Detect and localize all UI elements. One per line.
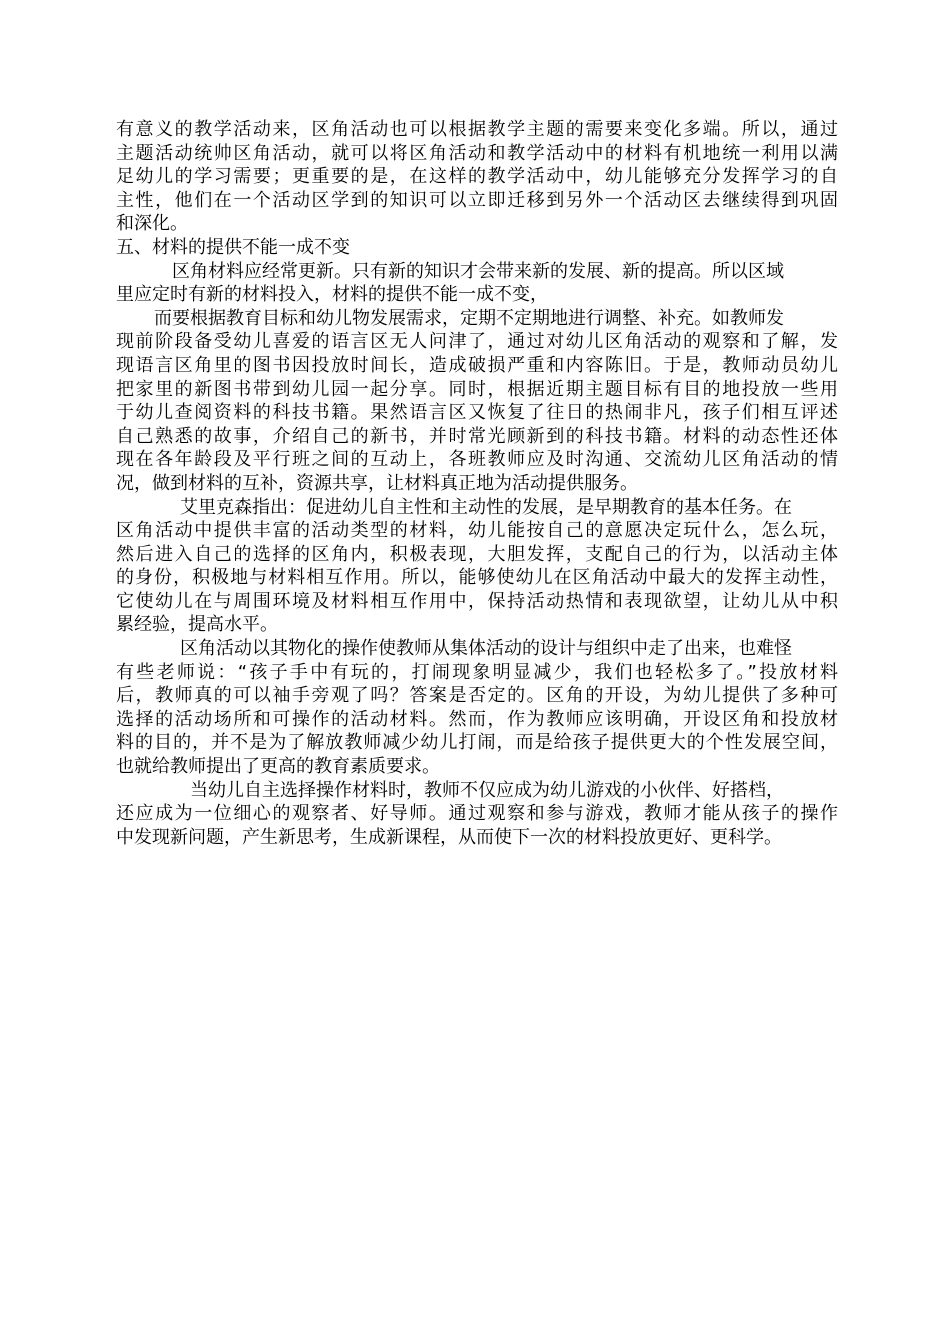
text-line: 自己熟悉的故事，介绍自己的新书，并时常光顾新到的科技书籍。材料的动态性还体 [116,425,838,447]
text-line: 当幼儿自主选择操作材料时，教师不仅应成为幼儿游戏的小伙伴、好搭档， [190,779,784,801]
text-line: 的身份，积极地与材料相互作用。所以，能够使幼儿在区角活动中最大的发挥主动性， [116,567,838,589]
text-line: 而要根据教育目标和幼儿物发展需求，定期不定期地进行调整、补充。如教师发 [154,307,784,329]
paragraph [116,307,838,496]
text-line: 现在各年龄段及平行班之间的互动上，各班教师应及时沟通、交流幼儿区角活动的情 [116,449,838,471]
text-line: 选择的活动场所和可操作的活动材料。然而，作为教师应该明确，开设区角和投放材 [116,708,838,730]
document-body [116,118,838,849]
text-line: 和深化。 [116,213,188,235]
text-line: 里应定时有新的材料投入，材料的提供不能一成不变， [116,284,548,306]
text-line: 它使幼儿在与周围环境及材料相互作用中，保持活动热情和表现欲望，让幼儿从中积 [116,590,838,612]
text-line: 也就给教师提出了更高的教育素质要求。 [116,756,440,778]
text-line: 累经验，提高水平。 [116,614,278,636]
paragraph-continuation [116,118,838,236]
text-line: 况，做到材料的互补，资源共享，让材料真正地为活动提供服务。 [116,472,638,494]
text-line: 料的目的，并不是为了解放教师减少幼儿打闹，而是给孩子提供更大的个性发展空间， [116,732,838,754]
text-line: 于幼儿查阅资料的科技书籍。果然语言区又恢复了往日的热闹非凡，孩子们相互评述 [116,402,838,424]
text-line: 主性，他们在一个活动区学到的知识可以立即迁移到另外一个活动区去继续得到巩固 [116,189,838,211]
paragraph [116,496,838,638]
text-line: 中发现新问题，产生新思考，生成新课程，从而使下一次的材料投放更好、更科学。 [116,826,782,848]
text-line: 区角活动以其物化的操作使教师从集体活动的设计与组织中走了出来，也难怪 [180,638,792,660]
paragraph [116,779,838,850]
text-line: 把家里的新图书带到幼儿园一起分享。同时，根据近期主题目标有目的地投放一些用 [116,378,838,400]
text-line: 有意义的教学活动来，区角活动也可以根据教学主题的需要来变化多端。所以，通过 [116,119,838,140]
paragraph [116,637,838,779]
text-line: 现前阶段备受幼儿喜爱的语言区无人问津了，通过对幼儿区角活动的观察和了解，发 [116,331,838,353]
section-heading: 五、材料的提供不能一成不变 [116,236,350,258]
text-line: 足幼儿的学习需要；更重要的是，在这样的教学活动中，幼儿能够充分发挥学习的自 [116,166,838,188]
text-line: 还应成为一位细心的观察者、好导师。通过观察和参与游戏，教师才能从孩子的操作 [116,803,838,825]
text-line: 区角活动中提供丰富的活动类型的材料，幼儿能按自己的意愿决定玩什么，怎么玩， [116,520,838,542]
text-line: 艾里克森指出：促进幼儿自主性和主动性的发展，是早期教育的基本任务。在 [180,496,792,518]
text-line: 现语言区角里的图书因投放时间长，造成破损严重和内容陈旧。于是，教师动员幼儿 [116,354,838,376]
paragraph [116,260,838,307]
text-line: 然后进入自己的选择的区角内，积极表现，大胆发挥，支配自己的行为，以活动主体 [116,543,838,565]
text-line: 有些老师说：“孩子手中有玩的，打闹现象明显减少，我们也轻松多了。”投放材料 [116,661,838,683]
text-line: 后，教师真的可以袖手旁观了吗？答案是否定的。区角的开设，为幼儿提供了多种可 [116,685,838,707]
text-line: 主题活动统帅区角活动，就可以将区角活动和教学活动中的材料有机地统一利用以满 [116,142,838,164]
text-line: 区角材料应经常更新。只有新的知识才会带来新的发展、新的提高。所以区域 [172,260,784,282]
